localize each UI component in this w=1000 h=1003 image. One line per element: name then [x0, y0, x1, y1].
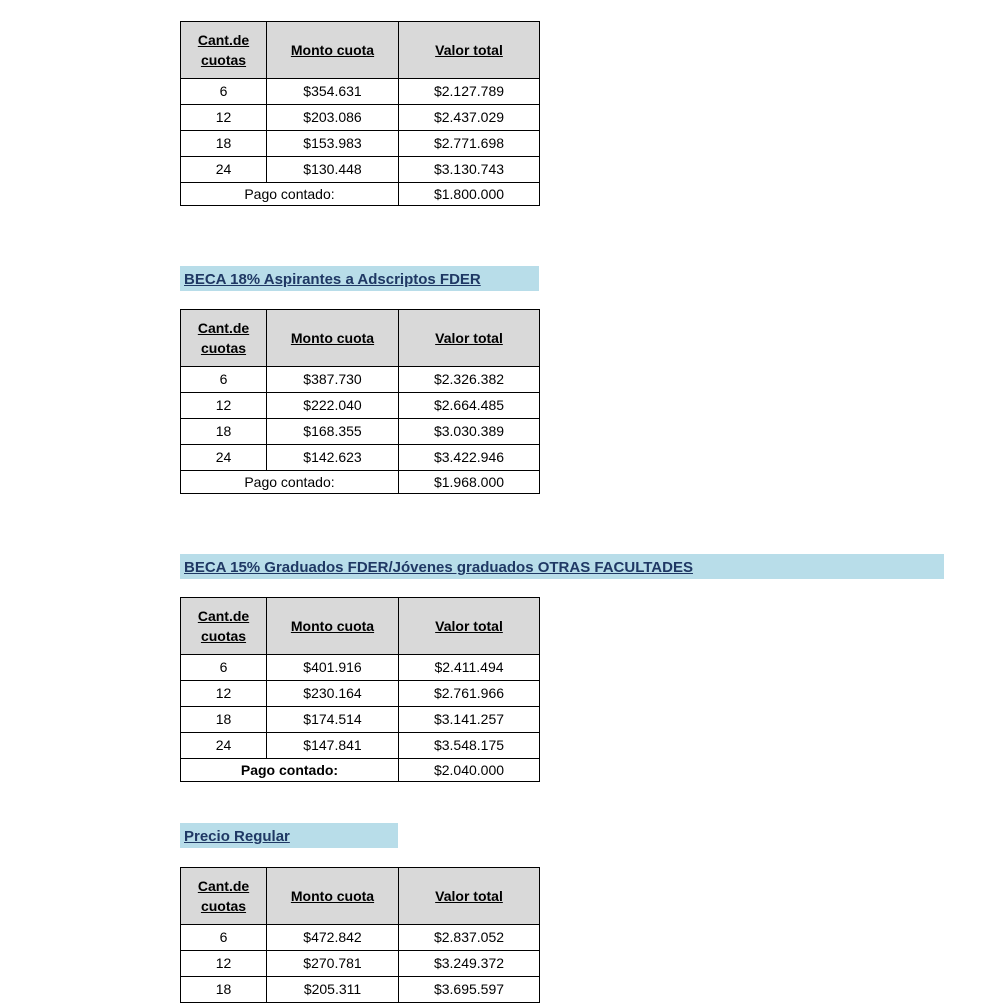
monto-cell: $130.448 — [267, 157, 399, 183]
cuotas-cell: 6 — [181, 367, 267, 393]
cash-row — [181, 471, 540, 494]
valor-cell: $2.761.966 — [399, 681, 540, 707]
table-row — [181, 393, 540, 419]
valor-cell: $2.127.789 — [399, 79, 540, 105]
valor-cell: $2.664.485 — [399, 393, 540, 419]
cuotas-cell: 12 — [181, 105, 267, 131]
price-table-2 — [180, 309, 540, 494]
monto-cell: $174.514 — [267, 707, 399, 733]
valor-cell: $2.771.698 — [399, 131, 540, 157]
monto-cell: $401.916 — [267, 655, 399, 681]
cuotas-cell: 12 — [181, 951, 267, 977]
table-header-row — [181, 310, 540, 367]
cuotas-cell: 24 — [181, 157, 267, 183]
cuotas-cell: 6 — [181, 655, 267, 681]
monto-cell: $147.841 — [267, 733, 399, 759]
monto-cell: $222.040 — [267, 393, 399, 419]
monto-cell: $142.623 — [267, 445, 399, 471]
valor-cell: $3.249.372 — [399, 951, 540, 977]
cash-label: Pago contado: — [181, 759, 399, 782]
table-row — [181, 79, 540, 105]
table-row — [181, 977, 540, 1003]
cuotas-cell: 18 — [181, 419, 267, 445]
table-row — [181, 925, 540, 951]
table-row — [181, 131, 540, 157]
table-row — [181, 733, 540, 759]
valor-cell: $2.837.052 — [399, 925, 540, 951]
table-header-row — [181, 868, 540, 925]
price-table-3 — [180, 597, 540, 782]
cuotas-header: Cant.de cuotas — [181, 868, 267, 925]
cuotas-cell: 18 — [181, 131, 267, 157]
monto-header: Monto cuota — [267, 868, 399, 925]
price-table-1 — [180, 21, 540, 206]
valor-cell: $3.695.597 — [399, 977, 540, 1003]
cuotas-cell: 12 — [181, 681, 267, 707]
valor-cell: $3.422.946 — [399, 445, 540, 471]
table-row — [181, 105, 540, 131]
table-header-row — [181, 22, 540, 79]
installments-table — [180, 597, 540, 782]
cash-value: $1.968.000 — [399, 471, 540, 494]
table-row — [181, 707, 540, 733]
valor-cell: $3.141.257 — [399, 707, 540, 733]
cash-value: $2.040.000 — [399, 759, 540, 782]
monto-cell: $168.355 — [267, 419, 399, 445]
cash-label: Pago contado: — [181, 471, 399, 494]
valor-cell: $3.130.743 — [399, 157, 540, 183]
table-row — [181, 367, 540, 393]
valor-header: Valor total — [399, 868, 540, 925]
valor-header: Valor total — [399, 22, 540, 79]
cuotas-cell: 18 — [181, 977, 267, 1003]
cash-row — [181, 759, 540, 782]
cuotas-header: Cant.de cuotas — [181, 598, 267, 655]
cash-row — [181, 183, 540, 206]
monto-cell: $153.983 — [267, 131, 399, 157]
valor-cell: $2.437.029 — [399, 105, 540, 131]
valor-cell: $3.548.175 — [399, 733, 540, 759]
table-row — [181, 157, 540, 183]
table-row — [181, 681, 540, 707]
cuotas-header: Cant.de cuotas — [181, 310, 267, 367]
valor-cell: $2.326.382 — [399, 367, 540, 393]
installments-table — [180, 309, 540, 494]
section-title-beca-18: BECA 18% Aspirantes a Adscriptos FDER — [180, 266, 539, 291]
monto-cell: $354.631 — [267, 79, 399, 105]
table-row — [181, 445, 540, 471]
monto-cell: $205.311 — [267, 977, 399, 1003]
section-title-precio-regular: Precio Regular — [180, 823, 398, 848]
valor-cell: $2.411.494 — [399, 655, 540, 681]
valor-header: Valor total — [399, 598, 540, 655]
installments-table — [180, 21, 540, 206]
monto-header: Monto cuota — [267, 310, 399, 367]
cuotas-cell: 6 — [181, 925, 267, 951]
table-row — [181, 951, 540, 977]
cuotas-cell: 12 — [181, 393, 267, 419]
monto-cell: $270.781 — [267, 951, 399, 977]
cuotas-cell: 24 — [181, 445, 267, 471]
cuotas-cell: 6 — [181, 79, 267, 105]
monto-header: Monto cuota — [267, 598, 399, 655]
table-row — [181, 655, 540, 681]
monto-cell: $387.730 — [267, 367, 399, 393]
monto-cell: $203.086 — [267, 105, 399, 131]
table-header-row — [181, 598, 540, 655]
table-row — [181, 419, 540, 445]
cash-label: Pago contado: — [181, 183, 399, 206]
monto-cell: $230.164 — [267, 681, 399, 707]
installments-table — [180, 867, 540, 1003]
cuotas-cell: 18 — [181, 707, 267, 733]
cuotas-cell: 24 — [181, 733, 267, 759]
valor-cell: $3.030.389 — [399, 419, 540, 445]
cash-value: $1.800.000 — [399, 183, 540, 206]
valor-header: Valor total — [399, 310, 540, 367]
price-table-4 — [180, 867, 540, 1003]
monto-cell: $472.842 — [267, 925, 399, 951]
cuotas-header: Cant.de cuotas — [181, 22, 267, 79]
section-title-beca-15: BECA 15% Graduados FDER/Jóvenes graduados OTRAS FACULTADES — [180, 554, 944, 579]
monto-header: Monto cuota — [267, 22, 399, 79]
